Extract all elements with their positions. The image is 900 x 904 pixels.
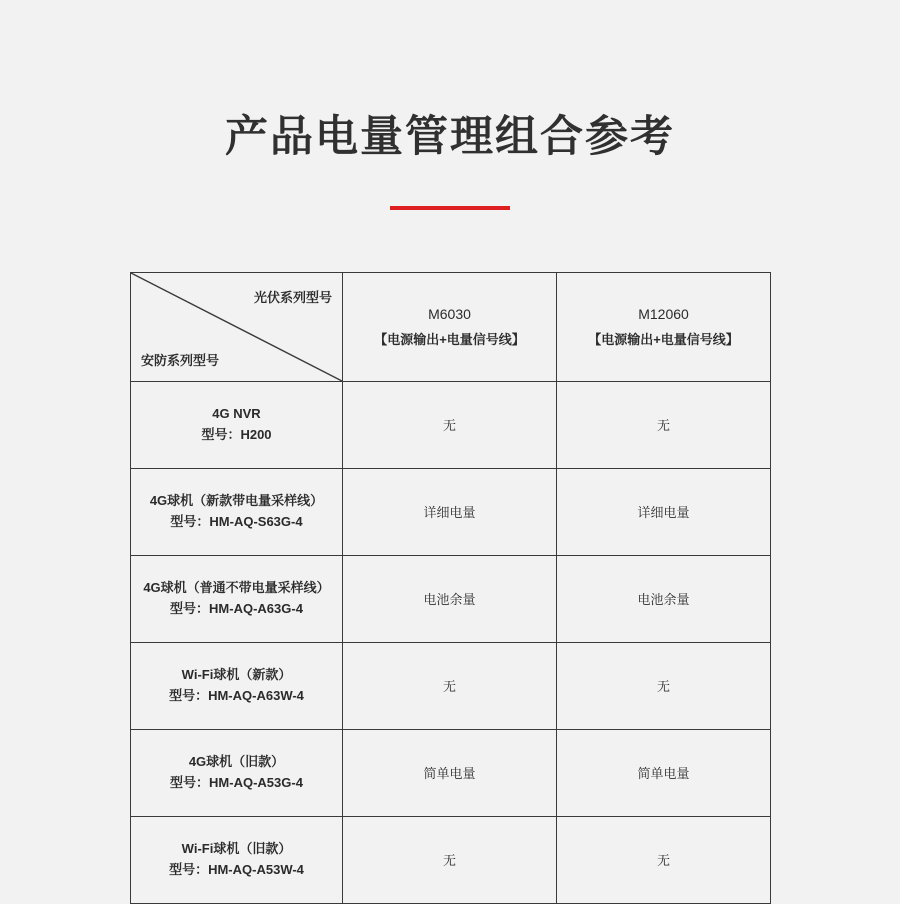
table-row <box>131 642 771 729</box>
table-row <box>131 816 771 903</box>
row-header-model-1: 型号：HM-AQ-S63G-4 <box>170 513 303 529</box>
row-header-name-2: 4G球机（普通不带电量采样线） <box>143 579 330 595</box>
row-header-name-3: Wi-Fi球机（新款） <box>181 666 292 682</box>
cell-4-1: 简单电量 <box>557 729 771 816</box>
cell-0-0: 无 <box>343 381 557 468</box>
column-header-0 <box>343 272 557 381</box>
row-header-0 <box>131 381 343 468</box>
row-header-model-4: 型号：HM-AQ-A53G-4 <box>170 774 303 790</box>
cell-1-1: 详细电量 <box>557 468 771 555</box>
cell-5-0: 无 <box>343 816 557 903</box>
row-header-1 <box>131 468 343 555</box>
compatibility-table <box>130 272 771 904</box>
row-header-name-1: 4G球机（新款带电量采样线） <box>149 492 324 508</box>
row-header-model-3: 型号：HM-AQ-A63W-4 <box>169 687 304 703</box>
cell-1-0: 详细电量 <box>343 468 557 555</box>
row-axis-label: 安防系列型号 <box>141 352 220 368</box>
row-header-model-2: 型号：HM-AQ-A63G-4 <box>170 600 303 616</box>
compatibility-table-wrapper <box>130 272 770 904</box>
cell-4-0: 简单电量 <box>343 729 557 816</box>
column-header-desc-0: 【电源输出+电量信号线】 <box>374 331 525 347</box>
table-header-row <box>131 272 771 381</box>
cell-2-0: 电池余量 <box>343 555 557 642</box>
column-axis-label: 光伏系列型号 <box>253 289 332 305</box>
column-header-1 <box>557 272 771 381</box>
row-header-5 <box>131 816 343 903</box>
row-header-model-5: 型号：HM-AQ-A53W-4 <box>169 861 304 877</box>
row-header-name-0: 4G NVR <box>212 405 261 421</box>
cell-3-1: 无 <box>557 642 771 729</box>
cell-2-1: 电池余量 <box>557 555 771 642</box>
row-header-2 <box>131 555 343 642</box>
column-header-model-1: M12060 <box>638 305 689 322</box>
row-header-name-5: Wi-Fi球机（旧款） <box>181 840 292 856</box>
table-row <box>131 468 771 555</box>
table-row <box>131 381 771 468</box>
column-header-model-0: M6030 <box>428 305 471 322</box>
cell-3-0: 无 <box>343 642 557 729</box>
corner-axis-cell <box>131 272 343 381</box>
row-header-name-4: 4G球机（旧款） <box>188 753 285 769</box>
row-header-4 <box>131 729 343 816</box>
title-underline-rule <box>390 206 510 210</box>
page-title: 产品电量管理组合参考 <box>225 113 675 161</box>
table-row <box>131 729 771 816</box>
table-row <box>131 555 771 642</box>
row-header-model-0: 型号：H200 <box>201 426 272 442</box>
row-header-3 <box>131 642 343 729</box>
cell-5-1: 无 <box>557 816 771 903</box>
column-header-desc-1: 【电源输出+电量信号线】 <box>588 331 739 347</box>
cell-0-1: 无 <box>557 381 771 468</box>
